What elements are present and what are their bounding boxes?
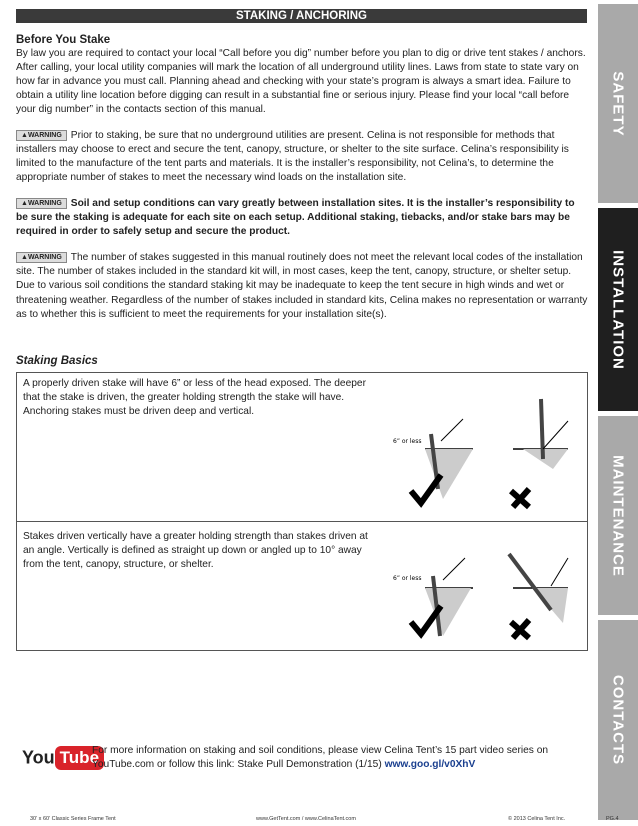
footer-center[interactable]: www.GetTent.com / www.CelinaTent.com <box>256 816 356 822</box>
tab-contacts[interactable] <box>598 620 638 820</box>
warning-text-1: Prior to staking, be sure that no underground utilities are present. Celina is not responsible for methods that installers may choose to erect and secure the tent, canopy, structure, or shelter to the site surface. Celina’s responsibility is limited to the manufacture of the tent parts and materials. It is the installer’s responsibility, not Celina’s, to determine the appropriate number of stakes to meet the necessary wind loads on the installation site. <box>16 129 569 183</box>
basics-text-2: Stakes driven vertically have a greater holding strength than stakes driven at an angle. Vertically is defined as straight up down or angled up to 10° away from the tent, canopy, structure, or shelter. <box>23 531 368 570</box>
footer-right: © 2013 Celina Tent Inc. <box>508 816 566 822</box>
angle-diagram <box>383 528 583 650</box>
depth-label: 6” or less <box>393 575 422 582</box>
basics-cell-1 <box>16 372 588 522</box>
tab-installation[interactable] <box>598 208 638 411</box>
tab-maintenance-label: MAINTENANCE <box>609 454 627 577</box>
before-you-stake-section <box>16 33 588 322</box>
before-paragraph: By law you are required to contact your local “Call before you dig” number before you plan to dig or drive tent stakes / anchors. After calling, your local utility companies will mark the location of all underground utility lines. Laws from state to state vary on how far in advance you must call. Planning ahead and checking with your state’s program is always a smart idea. Failure to obtain a utility line location before digging can result in a substantial fine or serious injury. Please find your local “call before your dig number” in the contacts section of this manual. <box>16 48 586 116</box>
staking-basics-heading: Staking Basics <box>16 355 98 367</box>
video-link[interactable]: www.goo.gl/v0XhV <box>384 759 476 770</box>
warning-icon: ▲WARNING <box>16 130 67 141</box>
page-header <box>16 9 587 23</box>
footer-note <box>92 744 592 772</box>
warning-icon: ▲WARNING <box>16 198 67 209</box>
warning-text-2: Soil and setup conditions can vary greatly between installation sites. It is the installer’s responsibility to be sure the staking is adequate for each site on each setup. Additional staking, tiebacks, and/or stake bars may be required in order to safely setup and secure the product. <box>16 197 575 238</box>
tab-installation-label: INSTALLATION <box>609 249 627 370</box>
x-icon <box>511 489 529 507</box>
basics-text-1: A properly driven stake will have 6” or less of the head exposed. The deeper that the stake is driven, the greater holding strength the stake will have. Anchoring stakes must be driven deep and vertical. <box>23 378 366 417</box>
tab-maintenance[interactable] <box>598 416 638 615</box>
warning-paragraph-3 <box>16 251 588 321</box>
page-number: PG.4 <box>606 816 619 822</box>
tab-safety-label: SAFETY <box>609 70 627 137</box>
x-icon <box>511 620 529 638</box>
depth-label: 6” or less <box>393 438 422 445</box>
depth-diagram <box>383 379 583 519</box>
basics-cell-2 <box>16 521 588 651</box>
footer-note-text: For more information on staking and soil conditions, please view Celina Tent’s 15 part video series on YouTube.com or follow this link: Stake Pull Demonstration (1/15) <box>92 745 549 770</box>
tab-contacts-label: CONTACTS <box>609 674 627 766</box>
page-title: STAKING / ANCHORING <box>236 10 367 22</box>
warning-icon: ▲WARNING <box>16 252 67 263</box>
footer-left: 30’ x 60’ Classic Series Frame Tent <box>30 816 116 822</box>
warning-paragraph-2 <box>16 197 588 239</box>
youtube-logo[interactable]: You Tube <box>22 746 104 770</box>
before-heading: Before You Stake <box>16 34 111 46</box>
warning-paragraph-1 <box>16 129 588 185</box>
tab-safety[interactable] <box>598 4 638 203</box>
warning-text-3: The number of stakes suggested in this manual routinely does not meet the relevant local codes of the installation site. The number of stakes included in the standard kit will, in most cases, keep the tent, canopy, structure, or shelter setup. Due to various soil conditions the standard staking kit may be inadequate to keep the tent secure in high winds and wet or threatening weather. Regardless of the number of stakes included in standard kits, Celina makes no representation or warranty as to whether this is sufficient to meet the requirements for your installation site(s). <box>16 252 588 320</box>
